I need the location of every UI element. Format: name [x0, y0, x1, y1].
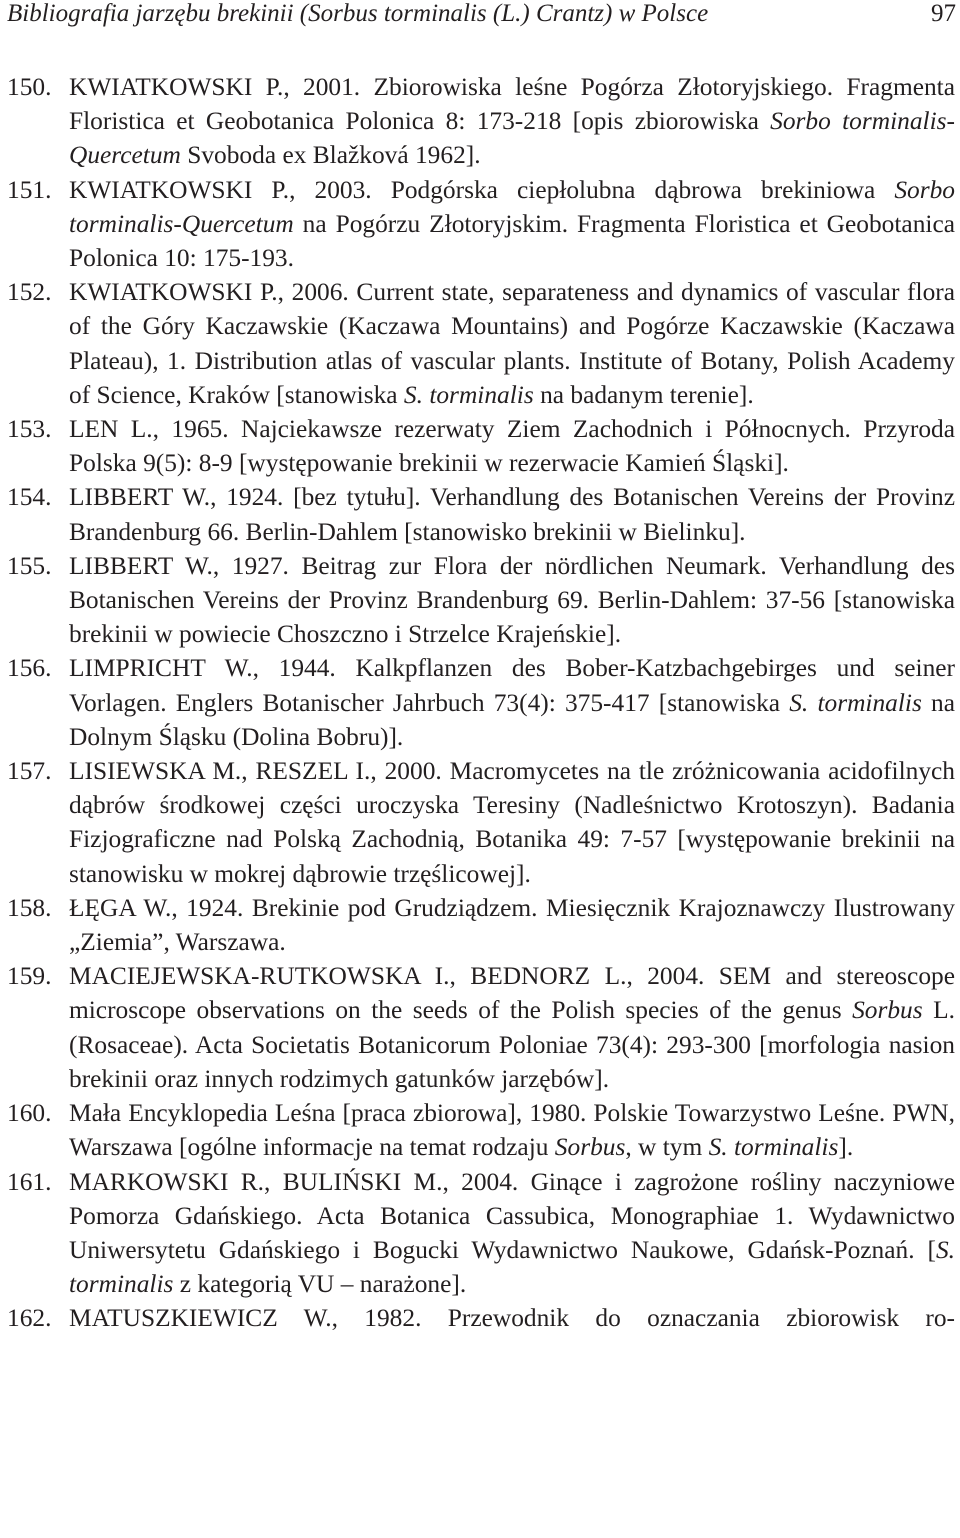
- entry-text-segment: KWIATKOWSKI P., 2001. Zbiorowiska leśne Pogórza Złotoryjskiego. Fragmenta Floristica et Geobotanica Polonica 8: 173-218 [opis zbiorowiska: [69, 73, 955, 136]
- entry-text-segment: na Dolnym Śląsku (Dolina Bobru)].: [69, 688, 955, 751]
- italic-taxon-name: S. torminalis: [69, 1235, 955, 1299]
- italic-taxon-name: S. torminalis: [708, 1133, 839, 1162]
- italic-taxon-name: S. torminalis: [403, 380, 534, 409]
- italic-taxon-name: Sorbus: [852, 996, 923, 1025]
- bibliography-entry: [0, 959, 955, 1096]
- entry-text-segment: , w tym: [625, 1133, 709, 1162]
- entry-text-segment: MARKOWSKI R., BULIŃSKI M., 2004. Ginące i zagrożone rośliny naczyniowe Pomorza Gdańskiego. Acta Botanica Cassubica, Monographiae 1. Wydawnictwo Uniwersytetu Gdańskiego i Bogucki Wydawnictwo Naukowe, Gdańsk-Poznań. [: [69, 1167, 955, 1264]
- bibliography-entry: [0, 275, 955, 412]
- entry-text: [69, 651, 955, 754]
- page-number: 97: [931, 0, 956, 27]
- entry-number: 162.: [7, 1304, 52, 1333]
- italic-taxon-name: Sorbo torminalis-Quercetum: [69, 107, 955, 170]
- entry-text-segment: Svoboda ex Blažková 1962].: [180, 141, 481, 170]
- entry-text-segment: LEN L., 1965. Najciekawsze rezerwaty Ziem Zachodnich i Północnych. Przyroda Polska 9(5): 8-9 [występowanie brekinii w rezerwacie Kamień Śląski].: [69, 415, 955, 478]
- entry-text-segment: KWIATKOWSKI P., 2003. Podgórska ciepłolubna dąbrowa brekiniowa: [69, 175, 895, 204]
- entry-number: 156.: [7, 654, 52, 683]
- entry-text: [69, 412, 955, 480]
- entry-text-segment: LIMPRICHT W., 1944. Kalkpflanzen des Bober-Katzbachgebirges und seiner Vorlagen. Englers Botanischer Jahrbuch 73(4): 375-417 [stanowiska: [69, 654, 955, 717]
- entry-text-segment: L. (Rosaceae). Acta Societatis Botanicorum Poloniae 73(4): 293-300 [morfologia nasion brekinii oraz innych rodzimych gatunków jarzębów].: [69, 996, 955, 1093]
- entry-number: 152.: [7, 278, 52, 307]
- entry-text: [69, 1096, 955, 1164]
- bibliography-entry: [0, 1301, 955, 1335]
- entry-number: 159.: [7, 962, 52, 991]
- bibliography-entry: [0, 480, 955, 548]
- bibliography-entry: [0, 1165, 955, 1302]
- entry-text-segment: LIBBERT W., 1924. [bez tytułu]. Verhandlung des Botanischen Vereins der Provinz Brandenburg 66. Berlin-Dahlem [stanowisko brekinii w Bielinku].: [69, 483, 955, 546]
- entry-number: 153.: [7, 415, 52, 444]
- italic-taxon-name: Sorbo torminalis-Quercetum: [69, 175, 955, 238]
- bibliography-list: [0, 70, 955, 1336]
- entry-text-segment: MACIEJEWSKA-RUTKOWSKA I., BEDNORZ L., 2004. SEM and stereoscope microscope observations on the seeds of the Polish species of the genus: [69, 962, 955, 1025]
- entry-text-segment: z kategorią VU – narażone].: [173, 1270, 467, 1299]
- entry-text-segment: ŁĘGA W., 1924. Brekinie pod Grudziądzem. Miesięcznik Krajoznawczy Ilustrowany „Ziemia”, Warszawa.: [69, 893, 955, 957]
- italic-taxon-name: S. torminalis: [789, 688, 922, 717]
- entry-number: 151.: [7, 175, 52, 204]
- entry-text-segment: ].: [838, 1133, 854, 1162]
- bibliography-entry: [0, 651, 955, 754]
- entry-text: [69, 549, 955, 652]
- entry-number: 150.: [7, 73, 52, 101]
- italic-taxon-name: Sorbus: [554, 1133, 626, 1162]
- bibliography-entry: [0, 70, 955, 173]
- bibliography-entry: [0, 173, 955, 276]
- entry-text-segment: na badanym terenie].: [533, 380, 754, 409]
- entry-text: [69, 275, 955, 412]
- entry-text: [69, 959, 955, 1096]
- entry-text: [69, 1165, 955, 1302]
- bibliography-entry: [0, 549, 955, 652]
- running-header: [7, 0, 956, 32]
- entry-number: 161.: [7, 1167, 52, 1196]
- entry-text-segment: MATUSZKIEWICZ W., 1982. Przewodnik do oznaczania zbiorowisk ro-: [69, 1304, 955, 1333]
- entry-text-segment: LISIEWSKA M., RESZEL I., 2000. Macromycetes na tle zróżnicowania acidofilnych dąbrów środkowej części uroczyska Teresiny (Nadleśnictwo Krotoszyn). Badania Fizjograficzne nad Polską Zachodnią, Botanika 49: 7-57 [występowanie brekinii na stanowisku w mokrej dąbrowie trzęślicowej].: [69, 757, 955, 888]
- entry-number: 160.: [7, 1099, 52, 1128]
- entry-number: 157.: [7, 757, 52, 786]
- running-title: Bibliografia jarzębu brekinii (Sorbus torminalis (L.) Crantz) w Polsce: [7, 0, 709, 27]
- entry-text-segment: Mała Encyklopedia Leśna [praca zbiorowa], 1980. Polskie Towarzystwo Leśne. PWN, Warszawa [ogólne informacje na temat rodzaju: [69, 1099, 955, 1162]
- entry-text-segment: KWIATKOWSKI P., 2006. Current state, separateness and dynamics of vascular flora of the Góry Kaczawskie (Kaczawa Mountains) and Pogórze Kaczawskie (Kaczawa Plateau), 1. Distribution atlas of vascular plants. Institute of Botany, Polish Academy of Science, Kraków [stanowiska: [69, 278, 955, 409]
- entry-number: 154.: [7, 483, 52, 512]
- bibliography-entry: [0, 891, 955, 959]
- entry-text: [69, 754, 955, 891]
- entry-number: 158.: [7, 893, 52, 922]
- entry-text: [69, 173, 955, 276]
- entry-number: 155.: [7, 551, 52, 580]
- entry-text-segment: LIBBERT W., 1927. Beitrag zur Flora der nördlichen Neumark. Verhandlung des Botanischen Vereins der Provinz Brandenburg 69. Berlin-Dahlem: 37-56 [stanowiska brekinii w powiecie Choszczno i Strzelce Krajeńskie].: [69, 551, 955, 649]
- entry-text: [69, 891, 955, 959]
- entry-text: [69, 1301, 955, 1335]
- bibliography-entry: [0, 412, 955, 480]
- bibliography-entry: [0, 754, 955, 891]
- entry-text: [69, 480, 955, 548]
- entry-text: [69, 70, 955, 173]
- bibliography-entry: [0, 1096, 955, 1164]
- entry-text-segment: na Pogórzu Złotoryjskim. Fragmenta Floristica et Geobotanica Polonica 10: 175-193.: [69, 209, 955, 273]
